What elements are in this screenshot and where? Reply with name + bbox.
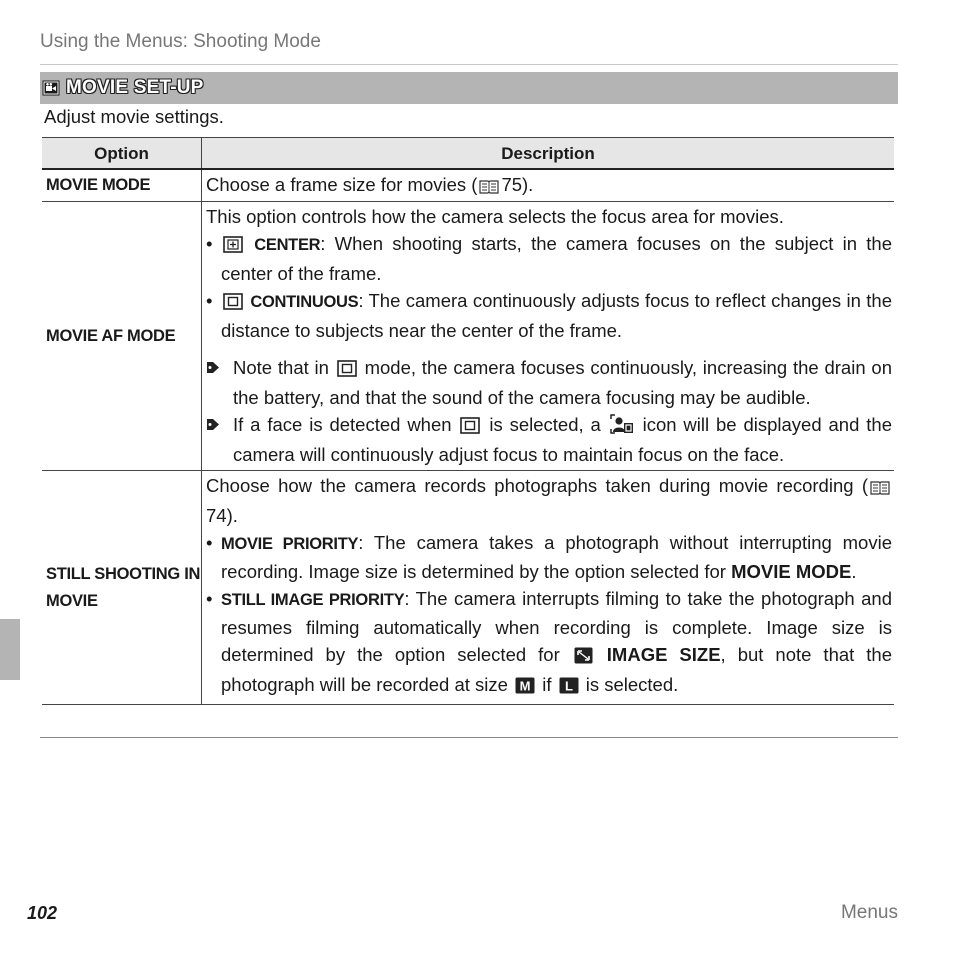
size-m-letter: M <box>519 678 531 694</box>
page-reference: 75 <box>501 174 523 195</box>
desc-text: ). <box>226 505 238 526</box>
note-tag-icon <box>206 354 233 411</box>
column-header-option: Option <box>42 138 202 170</box>
table-header-row <box>42 138 894 170</box>
description-movie-af-mode <box>202 202 895 471</box>
description-movie-mode <box>202 169 895 202</box>
section-intro: Adjust movie settings. <box>44 106 224 127</box>
note <box>206 411 892 468</box>
column-header-description: Description <box>202 138 895 170</box>
table-row <box>42 169 894 202</box>
bullet-text: is selected. <box>585 674 679 695</box>
bullet-label: STILL IMAGE PRIORITY <box>221 591 405 609</box>
book-reference-icon <box>479 174 499 201</box>
list-item <box>206 529 892 585</box>
face-detection-icon <box>610 414 634 441</box>
bullet-label: CONTINUOUS <box>250 293 359 311</box>
list-item <box>206 230 892 287</box>
bullet-strong: MOVIE MODE <box>731 561 852 582</box>
bullet-text: , but note that the photograph will be recorded at size <box>221 644 893 695</box>
option-movie-mode: MOVIE MODE <box>42 169 202 202</box>
bullet-text: : The camera interrupts filming to take the photograph and resumes filming automatically when recording is complete. Image size is determined by the option selected for <box>221 588 892 665</box>
size-l-icon <box>559 674 579 701</box>
desc-text: Choose how the camera records photographs taken during movie recording ( <box>206 475 868 496</box>
bullet-label: MOVIE PRIORITY <box>221 535 359 553</box>
bullet-text: : The camera continuously adjusts focus to reflect changes in the distance to subjects near the center of the frame. <box>221 290 892 341</box>
options-table <box>42 137 894 705</box>
continuous-af-icon <box>223 290 243 317</box>
note-text: Note that in <box>233 357 329 378</box>
chapter-tab <box>0 619 20 680</box>
movie-setup-icon <box>42 80 60 96</box>
image-size-icon <box>574 644 593 671</box>
note-text: mode, the camera focuses continuously, increasing the drain on the battery, and that the sound of the camera focusing may be audible. <box>233 357 892 408</box>
book-reference-icon <box>870 475 890 502</box>
size-m-icon <box>515 674 535 701</box>
bullet-text: : When shooting starts, the camera focuses on the subject in the center of the frame. <box>221 233 892 284</box>
page-reference: 74 <box>206 505 227 526</box>
option-still-shooting-in-movie: STILL SHOOTING IN MOVIE <box>42 471 202 705</box>
table-row <box>42 471 894 705</box>
note-text: is selected, a <box>489 414 601 435</box>
header-divider <box>40 64 898 65</box>
list-item <box>206 287 892 344</box>
table-row <box>42 202 894 471</box>
option-movie-af-mode: MOVIE AF MODE <box>42 202 202 471</box>
bullet-dot: • <box>206 588 213 609</box>
bottom-divider <box>40 737 898 738</box>
bullet-text: . <box>851 561 857 582</box>
bullet-strong: IMAGE SIZE <box>606 644 721 665</box>
continuous-af-icon <box>460 414 480 441</box>
list-item <box>206 585 892 701</box>
bullet-text: : The camera takes a photograph without interrupting movie recording. Image size is determined by the option selected for <box>221 532 892 582</box>
note-tag-icon <box>206 411 233 468</box>
bullet-dot: • <box>206 233 213 254</box>
bullet-dot: • <box>206 532 213 553</box>
section-title: MOVIE SET-UP <box>66 77 204 98</box>
bullet-label: CENTER <box>254 236 321 254</box>
note-text: If a face is detected when <box>233 414 452 435</box>
note <box>206 354 892 411</box>
description-still-shooting <box>202 471 895 705</box>
size-l-letter: L <box>564 678 573 694</box>
page-number: 102 <box>27 903 58 923</box>
bullet-dot: • <box>206 290 213 311</box>
center-af-icon <box>223 233 243 260</box>
bullet-text: if <box>542 674 552 695</box>
note-text: icon will be displayed and the camera will continuously adjust focus to maintain focus on the face. <box>233 414 892 465</box>
running-head: Using the Menus: Shooting Mode <box>40 31 321 52</box>
desc-intro <box>206 472 892 529</box>
section-heading <box>40 72 898 104</box>
continuous-af-icon <box>337 357 357 384</box>
footer-label: Menus <box>840 902 898 923</box>
desc-text: ). <box>522 174 534 195</box>
desc-intro: This option controls how the camera selects the focus area for movies. <box>206 206 784 227</box>
desc-text: Choose a frame size for movies ( <box>206 174 478 195</box>
